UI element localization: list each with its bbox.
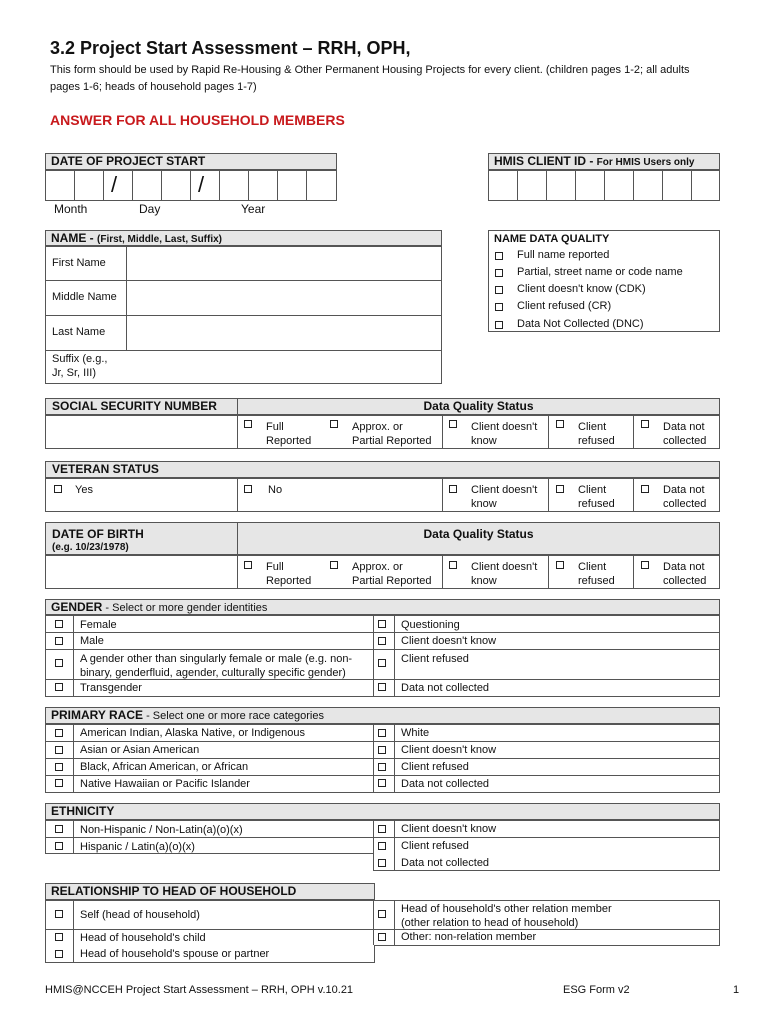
ssn-label: SOCIAL SECURITY NUMBER <box>52 399 217 413</box>
relationship-option: Head of household's spouse or partner <box>80 948 270 960</box>
gender-questioning-checkbox[interactable] <box>378 620 386 628</box>
footer-form-title: HMIS@NCCEH Project Start Assessment – RRH, OPH v.10.21 <box>45 984 354 996</box>
ssn-full-checkbox[interactable] <box>244 420 252 428</box>
relationship-option: Head of household's child <box>80 932 206 944</box>
ethnicity-option: Client doesn't know <box>401 823 497 835</box>
relationship-other-relation-checkbox[interactable] <box>378 910 386 918</box>
gender-other-checkbox[interactable] <box>55 659 63 667</box>
dob-example: (e.g. 10/23/1978) <box>52 542 129 553</box>
veteran-dnc-checkbox[interactable] <box>641 485 649 493</box>
first-name-input[interactable] <box>128 248 440 279</box>
ethnicity-option: Data not collected <box>401 857 490 869</box>
ethnicity-option: Non-Hispanic / Non-Latin(a)(o)(x) <box>80 824 243 836</box>
day-label: Day <box>139 202 161 216</box>
name-quality-checkbox-4[interactable] <box>495 303 503 311</box>
veteran-refused-checkbox[interactable] <box>556 485 564 493</box>
dob-quality-label: Data Quality Status <box>423 527 534 541</box>
gender-dnc-checkbox[interactable] <box>378 683 386 691</box>
date-start-header: DATE OF PROJECT START <box>45 153 337 170</box>
dob-option-refused: Client refused <box>578 561 615 587</box>
race-cdk-checkbox[interactable] <box>378 746 386 754</box>
ssn-option-dnc: Data not collected <box>663 421 707 447</box>
ssn-option-full: Full Reported <box>266 421 312 447</box>
race-option: Data not collected <box>401 778 490 790</box>
ethnicity-refused-checkbox[interactable] <box>378 842 386 850</box>
race-asian-checkbox[interactable] <box>55 746 63 754</box>
race-option: Native Hawaiian or Pacific Islander <box>80 778 250 790</box>
suffix-label: Suffix (e.g., Jr, Sr, III) <box>52 353 108 379</box>
veteran-no-label: No <box>268 484 283 496</box>
name-quality-checkbox-5[interactable] <box>495 321 503 329</box>
page-number: 1 <box>733 984 740 996</box>
race-black-checkbox[interactable] <box>55 763 63 771</box>
middle-name-label: Middle Name <box>52 291 117 303</box>
suffix-input[interactable] <box>128 352 440 383</box>
race-white-checkbox[interactable] <box>378 729 386 737</box>
race-pacific-checkbox[interactable] <box>55 779 63 787</box>
dob-refused-checkbox[interactable] <box>556 561 564 569</box>
ethnicity-dnc-checkbox[interactable] <box>378 859 386 867</box>
last-name-label: Last Name <box>52 326 106 338</box>
ethnicity-nonhispanic-checkbox[interactable] <box>55 825 63 833</box>
gender-option: Questioning <box>401 619 460 631</box>
month-label: Month <box>54 202 88 216</box>
gender-option: Transgender <box>80 682 142 694</box>
race-header: PRIMARY RACE - Select one or more race categories <box>45 707 720 724</box>
relationship-nonrelation-checkbox[interactable] <box>378 933 386 941</box>
dob-input[interactable] <box>46 556 236 588</box>
veteran-yes-checkbox[interactable] <box>54 485 62 493</box>
name-quality-header: NAME DATA QUALITY <box>494 233 610 245</box>
gender-option: Client doesn't know <box>401 635 497 647</box>
veteran-no-checkbox[interactable] <box>244 485 252 493</box>
dob-full-checkbox[interactable] <box>244 561 252 569</box>
middle-name-input[interactable] <box>128 282 440 314</box>
veteran-option-cdk: Client doesn't know <box>471 484 538 510</box>
name-quality-checkbox-2[interactable] <box>495 269 503 277</box>
ssn-option-refused: Client refused <box>578 421 615 447</box>
ssn-refused-checkbox[interactable] <box>556 420 564 428</box>
relationship-child-checkbox[interactable] <box>55 933 63 941</box>
ssn-quality-label: Data Quality Status <box>423 399 534 413</box>
ethnicity-header: ETHNICITY <box>45 803 720 820</box>
veteran-label: VETERAN STATUS <box>52 462 159 476</box>
footer-form-version: ESG Form v2 <box>563 984 630 996</box>
veteran-cdk-checkbox[interactable] <box>449 485 457 493</box>
ssn-input[interactable] <box>46 416 236 448</box>
date-separator-2: / <box>198 172 205 197</box>
name-quality-option: Full name reported <box>517 249 610 261</box>
dob-dnc-checkbox[interactable] <box>641 561 649 569</box>
name-quality-option: Client refused (CR) <box>517 300 612 312</box>
gender-option: Client refused <box>401 653 469 665</box>
race-option: American Indian, Alaska Native, or Indigenous <box>80 727 306 739</box>
gender-option: Male <box>80 635 104 647</box>
name-quality-checkbox-3[interactable] <box>495 286 503 294</box>
relationship-spouse-checkbox[interactable] <box>55 950 63 958</box>
race-option: Client doesn't know <box>401 744 497 756</box>
dob-option-approx: Approx. or Partial Reported <box>352 561 432 587</box>
ethnicity-option: Hispanic / Latin(a)(o)(x) <box>80 841 195 853</box>
gender-option: Female <box>80 619 117 631</box>
race-dnc-checkbox[interactable] <box>378 779 386 787</box>
date-start-field[interactable] <box>45 170 337 201</box>
intro-text: This form should be used by Rapid Re-Housing & Other Permanent Housing Projects for every client. (children pages 1-2; all adults pages 1-6; heads of household pages 1-7) <box>50 64 690 93</box>
dob-option-dnc: Data not collected <box>663 561 707 587</box>
name-quality-checkbox-1[interactable] <box>495 252 503 260</box>
relationship-self-checkbox[interactable] <box>55 910 63 918</box>
gender-male-checkbox[interactable] <box>55 637 63 645</box>
name-quality-option: Data Not Collected (DNC) <box>517 318 644 330</box>
ssn-approx-checkbox[interactable] <box>330 420 338 428</box>
dob-option-full: Full Reported <box>266 561 312 587</box>
race-option: Asian or Asian American <box>80 744 200 756</box>
race-option: Client refused <box>401 761 469 773</box>
ssn-option-cdk: Client doesn't know <box>471 421 538 447</box>
name-header: NAME - (First, Middle, Last, Suffix) <box>45 230 442 246</box>
date-separator-1: / <box>111 172 118 197</box>
ethnicity-option: Client refused <box>401 840 469 852</box>
dob-approx-checkbox[interactable] <box>330 561 338 569</box>
ssn-cdk-checkbox[interactable] <box>449 420 457 428</box>
hmis-id-header: HMIS CLIENT ID - For HMIS Users only <box>488 153 720 170</box>
veteran-yes-label: Yes <box>75 484 93 496</box>
relationship-header: RELATIONSHIP TO HEAD OF HOUSEHOLD <box>45 883 375 900</box>
name-quality-option: Partial, street name or code name <box>517 266 683 278</box>
relationship-option: Self (head of household) <box>80 909 200 921</box>
gender-option: A gender other than singularly female or male (e.g. non- binary, genderfluid, agender, culturally specific gender) <box>80 653 353 679</box>
veteran-option-dnc: Data not collected <box>663 484 707 510</box>
gender-cdk-checkbox[interactable] <box>378 637 386 645</box>
race-option: White <box>401 727 430 739</box>
gender-header: GENDER - Select or more gender identities <box>45 599 720 615</box>
ssn-option-approx: Approx. or Partial Reported <box>352 421 432 447</box>
veteran-option-refused: Client refused <box>578 484 615 510</box>
name-quality-option: Client doesn't know (CDK) <box>517 283 646 295</box>
gender-refused-checkbox[interactable] <box>378 659 386 667</box>
first-name-label: First Name <box>52 257 106 269</box>
dob-cdk-checkbox[interactable] <box>449 561 457 569</box>
ethnicity-cdk-checkbox[interactable] <box>378 825 386 833</box>
dob-label: DATE OF BIRTH <box>52 527 144 541</box>
last-name-input[interactable] <box>128 317 440 349</box>
ethnicity-hispanic-checkbox[interactable] <box>55 842 63 850</box>
dob-option-cdk: Client doesn't know <box>471 561 538 587</box>
gender-female-checkbox[interactable] <box>55 620 63 628</box>
relationship-option: Other: non-relation member <box>401 931 537 943</box>
gender-option: Data not collected <box>401 682 490 694</box>
veteran-row <box>45 478 720 512</box>
race-option: Black, African American, or African <box>80 761 249 773</box>
gender-transgender-checkbox[interactable] <box>55 683 63 691</box>
race-native-checkbox[interactable] <box>55 729 63 737</box>
page-title: 3.2 Project Start Assessment – RRH, OPH, <box>50 38 411 58</box>
ssn-dnc-checkbox[interactable] <box>641 420 649 428</box>
answer-all-heading: ANSWER FOR ALL HOUSEHOLD MEMBERS <box>50 112 345 128</box>
relationship-option: Head of household's other relation member (other relation to head of household) <box>401 903 612 929</box>
year-label: Year <box>241 202 266 216</box>
race-refused-checkbox[interactable] <box>378 763 386 771</box>
